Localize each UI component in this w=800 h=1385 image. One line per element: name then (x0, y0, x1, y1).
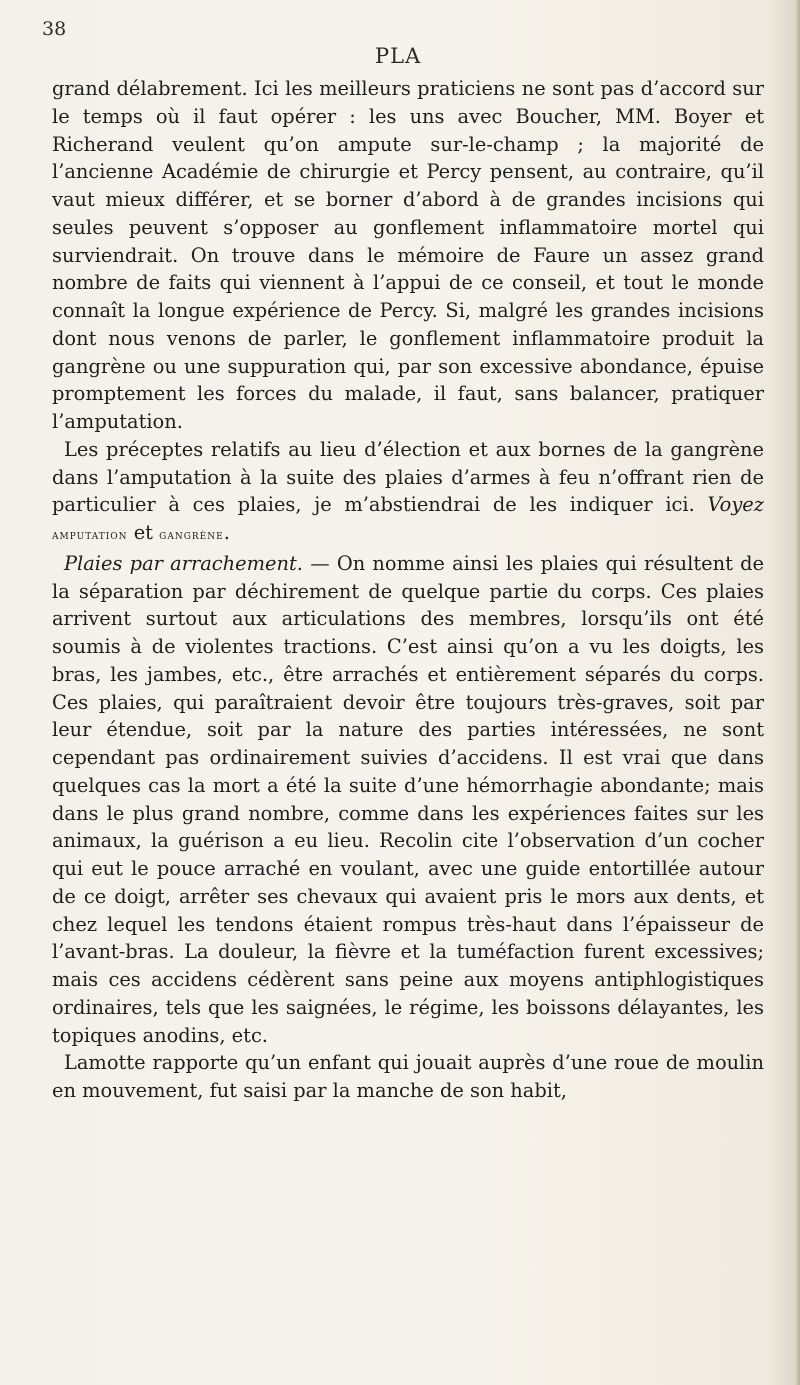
paragraph-4: Lamotte rapporte qu’un enfant qui jouait auprès d’une roue de moulin en mouvement, fut saisi par la manche de son habit, (52, 1051, 764, 1102)
page-number: 38 (42, 18, 67, 40)
page-edge-shadow (794, 0, 800, 1385)
paragraph-2 (52, 436, 764, 550)
paragraph-3-text: — On nomme ainsi les plaies qui résultent de la séparation par déchirement de quelque partie du corps. Ces plaies arrivent surtout aux articulations des membres, lorsqu’ils ont été soumis à de violentes tractions. C’est ainsi qu’on a vu les doigts, les bras, les jambes, etc., être arrachés et entièrement séparés du corps. Ces plaies, qui paraîtraient devoir être toujours très-graves, soit par leur étendue, soit par la nature des parties intéressées, ne sont cependant pas ordinairement suivies d’accidens. Il est vrai que dans quelques cas la mort a été la suite d’une hémorrhagie abondante; mais dans le plus grand nombre, comme dans les expériences faites sur les animaux, la guérison a eu lieu. Recolin cite l’observation d’un cocher qui eut le pouce arraché en voulant, avec une guide entortillée autour de ce doigt, arrêter ses chevaux qui avaient pris le mors aux dents, et chez lequel les tendons étaient rompus très-haut dans l’épaisseur de l’avant-bras. La douleur, la fièvre et la tuméfaction furent excessives; mais ces accidens cédèrent sans peine aux moyens antiphlogistiques ordinaires, tels que les saignées, le régime, les boissons délayantes, les topiques anodins, etc. (52, 551, 765, 1047)
body-text (52, 75, 764, 1105)
voyez-label: Voyez (707, 493, 764, 517)
paragraph-1: grand délabrement. Ici les meilleurs praticiens ne sont pas d’accord sur le temps où il faut opérer : les uns avec Boucher, MM. Boyer et Richerand veulent qu’on ampute sur-le-champ ; la majorité de l’ancienne Académie de chirurgie et Percy pensent, au contraire, qu’il vaut mieux différer, et se borner d’abord à de grandes incisions qui seules peuvent s’opposer au gonflement inflammatoire mortel qui surviendrait. On trouve dans le mémoire de Faure un assez grand nombre de faits qui viennent à l’appui de ce conseil, et tout le monde connaît la longue expérience de Percy. Si, malgré les grandes incisions dont nous venons de parler, le gonflement inflammatoire produit la gangrène ou une suppuration qui, par son excessive abondance, épuise promptement les forces du malade, il faut, sans balancer, pratiquer l’amputation. (52, 77, 764, 433)
section-title: Plaies par arrachement. (64, 551, 303, 575)
conjunction-et: et (133, 521, 153, 544)
cross-reference-gangrene: gangrène (159, 528, 224, 543)
paragraph-2-text: Les préceptes relatifs au lieu d’élection et aux bornes de la gangrène dans l’amputation à la suite des plaies d’armes à feu n’offrant rien de particulier à ces plaies, je m’abstiendrai de les indiquer ici. (52, 437, 764, 517)
paragraph-2-end: . (223, 521, 230, 544)
running-head: PLA (375, 44, 422, 68)
cross-reference-amputation: amputation (52, 528, 128, 543)
paragraph-3 (52, 550, 764, 1050)
